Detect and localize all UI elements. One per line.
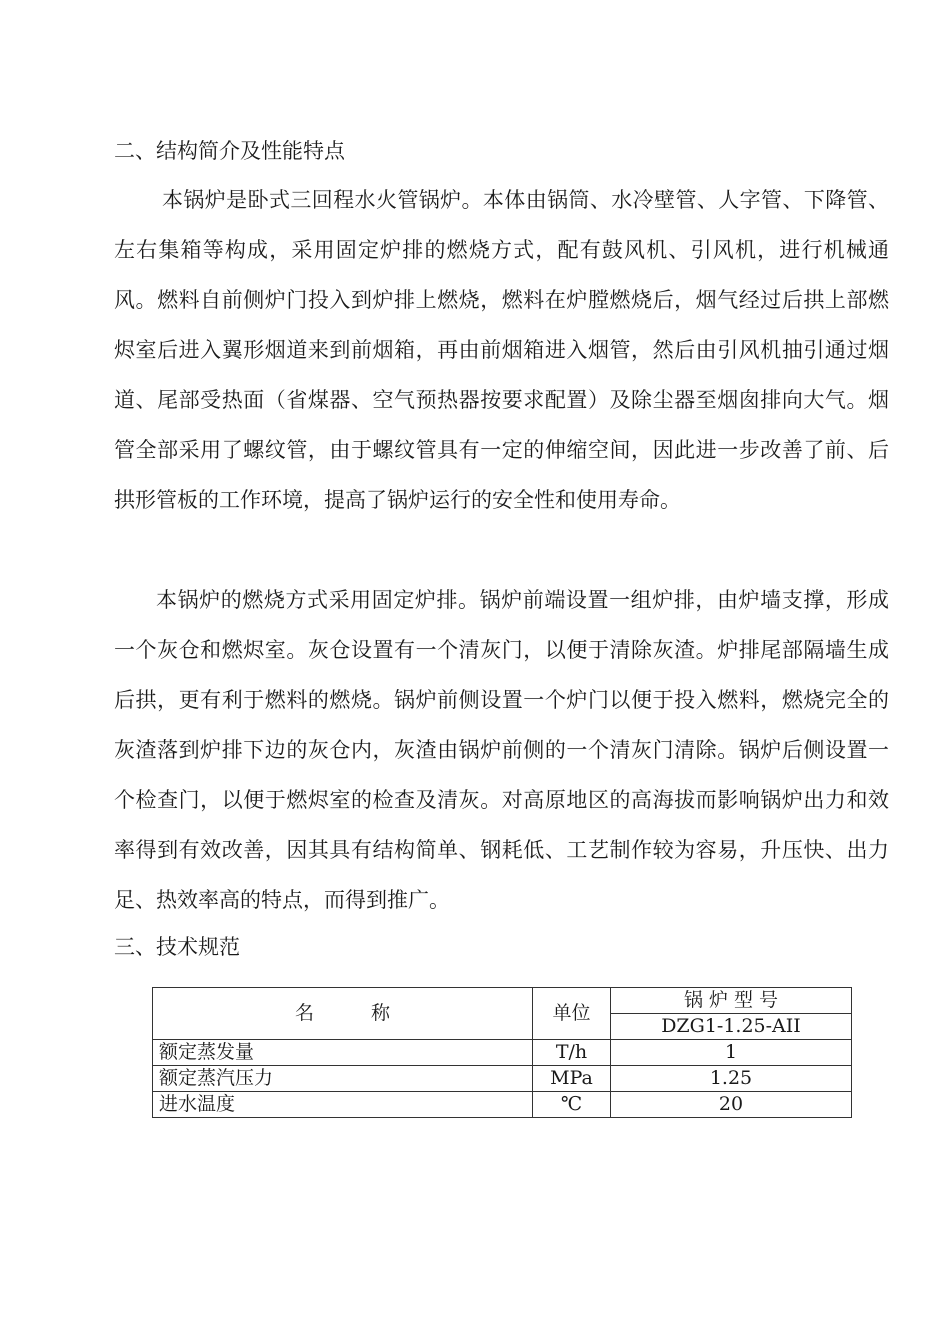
section-heading-specs: 三、技术规范 (114, 935, 240, 959)
row-unit: T/h (533, 1040, 611, 1066)
row-value: 1 (611, 1040, 852, 1066)
table-row (153, 1040, 852, 1066)
row-name: 进水温度 (153, 1092, 533, 1118)
row-unit: ℃ (533, 1092, 611, 1118)
paragraph-structure: 本锅炉是卧式三回程水火管锅炉。本体由锅筒、水冷壁管、人字管、下降管、左右集箱等构成，采用固定炉排的燃烧方式，配有鼓风机、引风机，进行机械通风。燃料自前侧炉门投入到炉排上燃烧，燃料在炉膛燃烧后，烟气经过后拱上部燃烬室后进入翼形烟道来到前烟箱，再由前烟箱进入烟管，然后由引风机抽引通过烟道、尾部受热面（省煤器、空气预热器按要求配置）及除尘器至烟囱排向大气。烟管全部采用了螺纹管，由于螺纹管具有一定的伸缩空间，因此进一步改善了前、后拱形管板的工作环境，提高了锅炉运行的安全性和使用寿命。 (114, 188, 889, 512)
header-name: 名 称 (153, 988, 533, 1040)
section-heading-structure: 二、结构简介及性能特点 (114, 139, 345, 163)
header-model: DZG1-1.25-AII (611, 1014, 852, 1040)
header-unit: 单位 (533, 988, 611, 1040)
spec-table (152, 987, 852, 1118)
paragraph-combustion: 本锅炉的燃烧方式采用固定炉排。锅炉前端设置一组炉排，由炉墙支撑，形成一个灰仓和燃烬室。灰仓设置有一个清灰门，以便于清除灰渣。炉排尾部隔墙生成后拱，更有利于燃料的燃烧。锅炉前侧设置一个炉门以便于投入燃料，燃烧完全的灰渣落到炉排下边的灰仓内，灰渣由锅炉前侧的一个清灰门清除。锅炉后侧设置一个检查门，以便于燃烬室的检查及清灰。对高原地区的高海拔而影响锅炉出力和效率得到有效改善，因其具有结构简单、钢耗低、工艺制作较为容易，升压快、出力足、热效率高的特点，而得到推广。 (114, 588, 889, 912)
table-row (153, 1092, 852, 1118)
row-value: 1.25 (611, 1066, 852, 1092)
header-model-group: 锅 炉 型 号 (611, 988, 852, 1014)
row-name: 额定蒸发量 (153, 1040, 533, 1066)
row-unit: MPa (533, 1066, 611, 1092)
row-name: 额定蒸汽压力 (153, 1066, 533, 1092)
table-row (153, 1066, 852, 1092)
table-header-row (153, 988, 852, 1014)
row-value: 20 (611, 1092, 852, 1118)
